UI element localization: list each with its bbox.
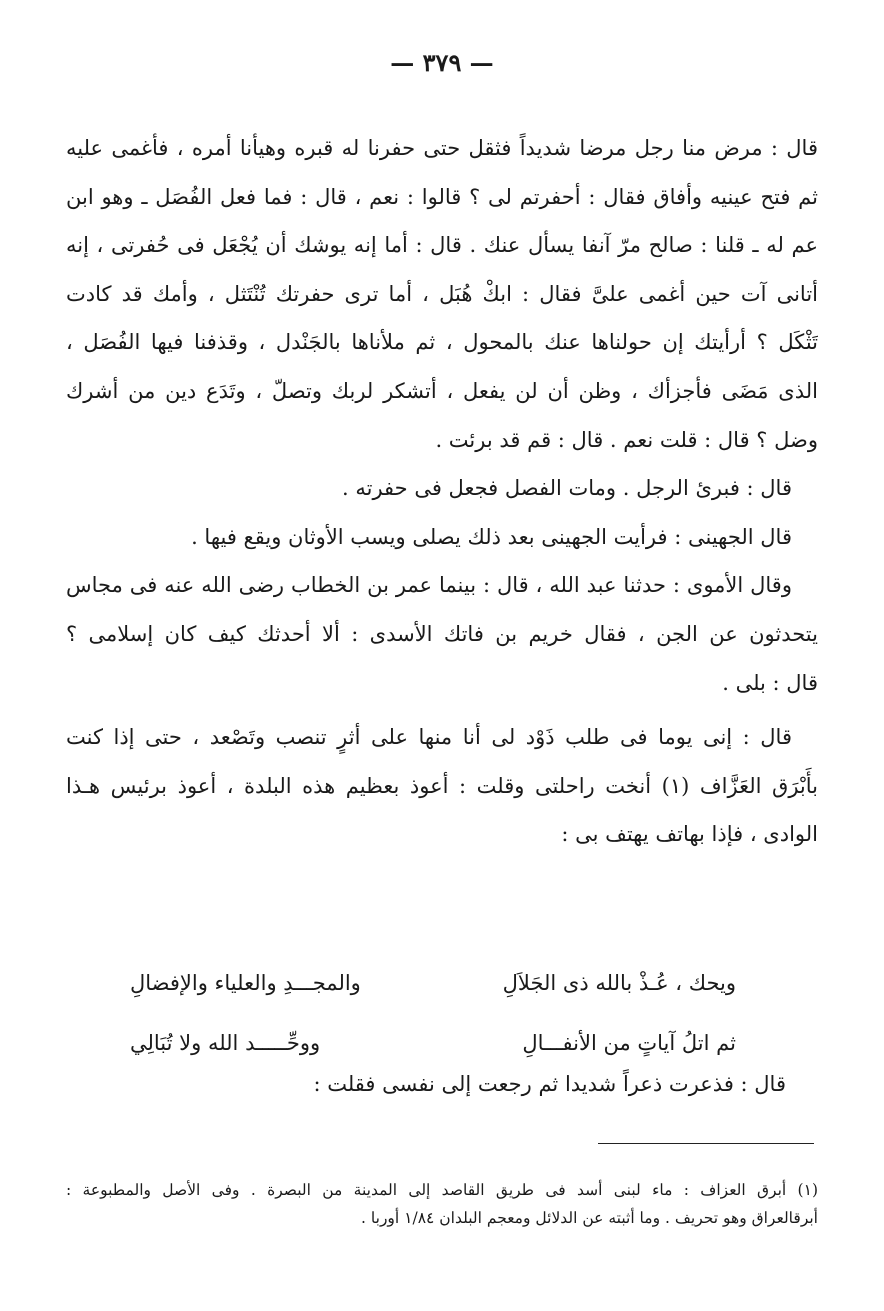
text-line: قال : فذعرت ذعراً شديدا ثم رجعت إلى نفسى فقلت : [313,1072,786,1096]
page-number: — ٣٧٩ — [390,48,494,77]
text-line: وضل ؟ قال : قلت نعم . قال : قم قد برئت . [435,427,818,452]
text-line: ثم فتح عينيه وأفاق فقال : أحفرتم لى ؟ قالوا : نعم ، قال : فما فعل الفُصَل ـ وهو ابن [66,184,818,209]
text-line: يتحدثون عن الجن ، فقال خريم بن فاتك الأسدى : ألا أحدثك كيف كان إسلامى ؟ [66,621,818,646]
text-line: قال : بلى . [722,670,818,695]
text-line: أتانى آت حين أغمى علىَّ فقال : ابكْ هُبَل ، أما ترى حفرتك تُنْتَثل ، وأمك قد كادت [66,281,818,306]
text-line: الوادى ، فإذا بهاتف يهتف بى : [561,822,818,847]
text-line: قال : إنى يوما فى طلب ذَوْد لى أنا منها على أثرٍ تنصب وتَصْعد ، حتى إذا كنت [66,725,792,750]
poem [130,953,736,1073]
verse-second-hemistich: والمجـــدِ والعلياء والإفضالِ [130,971,361,995]
text-line: تَثْكَل ؟ أرأيتك إن حولناها عنك بالمحول ، ثم ملأناها بالجَنْدل ، وقذفنا فيها الفُصَل ، [66,330,818,355]
text-line: قال الجهينى : فرأيت الجهينى بعد ذلك يصلى ويسب الأوثان ويقع فيها . [191,524,792,549]
paragraph [66,513,818,562]
footnote-line: أبرقالعراق وهو تحريف . وما أثبته عن الدلائل ومعجم البلدان ١/٨٤ أوربا . [361,1209,818,1227]
footnote-divider [598,1143,814,1144]
paragraph [66,464,818,513]
text-line: عم له ـ قلنا : صالح مرّ آنفا يسأل عنك . قال : أما إنه يوشك أن يُجْعَل فى حُفرتى ، إنه [66,233,818,258]
paragraph [66,561,818,707]
verse-second-hemistich: ووحِّـــــد الله ولا تُبَالِي [130,1031,321,1055]
paragraph [66,124,818,464]
main-text [66,124,818,859]
text-line: بأَبْرَق العَزَّاف (١) أنخت راحلتى وقلت : أعوذ بعظيم هذه البلدة ، أعوذ برئيس هـذا [66,773,818,798]
text-line: وقال الأموى : حدثنا عبد الله ، قال : بينما عمر بن الخطاب رضى الله عنه فى مجاس [66,573,792,598]
text-line: قال : فبرئ الرجل . ومات الفصل فجعل فى حفرته . [342,476,792,501]
footnote [66,1176,818,1232]
text-line: الذى مَضَى فأجزأك ، وظن أن لن يفعل ، أتشكر لربك وتصلّ ، وتَدَع دين من أشرك [66,378,818,403]
verse-first-hemistich: ثم اتلُ آياتٍ من الأنفـــالِ [522,1031,736,1055]
text-line: قال : مرض منا رجل مرضا شديداً فثقل حتى حفرنا له قبره وهيأنا أمره ، فأغمى عليه [66,136,818,160]
footnote-line: (١) أبرق العزاف : ماء لبنى أسد فى طريق القاصد إلى المدينة من البصرة . وفى الأصل والمطبوعة : [66,1181,818,1199]
verse-first-hemistich: ويحك ، عُـذْ بالله ذى الجَلاَلِ [502,971,736,995]
verse-line [130,953,736,1013]
paragraph [66,713,818,859]
